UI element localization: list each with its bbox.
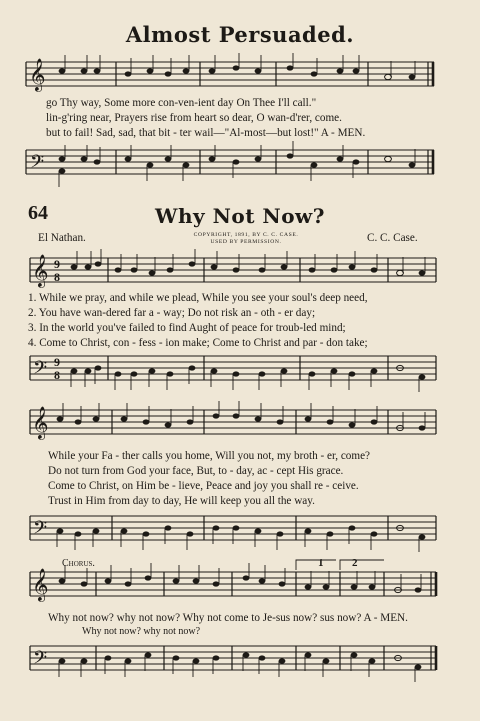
svg-text:𝄞: 𝄞: [32, 256, 49, 287]
verse-2-line-b: Do not turn from God your face, But, to - day, ac - cept His grace.: [48, 465, 344, 477]
svg-text:𝄞: 𝄞: [29, 60, 46, 91]
verse-4-line-a: 4. Come to Christ, con - fess - ion make; Come to Christ and par - don take;: [28, 337, 368, 349]
svg-text:8: 8: [54, 368, 60, 382]
svg-text:9: 9: [54, 355, 60, 369]
hymn-a-title: Almost Persuaded.: [125, 22, 355, 47]
hymn-b-bass-staff-2: [0, 506, 480, 556]
svg-text:𝄞: 𝄞: [32, 570, 49, 601]
svg-text:𝄞: 𝄞: [32, 408, 49, 439]
ending-1-mark: 1: [318, 557, 324, 569]
chorus-echo-line: Why not now? why not now?: [82, 626, 201, 637]
copyright-line-2: USED BY PERMISSION.: [210, 239, 282, 245]
hymn-b-treble-staff-2: [0, 400, 480, 448]
hymn-a-lyric-line-1: go Thy way, Some more con-ven-ient day On Thee I'll call.": [46, 97, 317, 109]
svg-text:𝄢: 𝄢: [33, 357, 48, 382]
hymn-b-bass-staff-1: [0, 346, 480, 396]
hymn-a-treble-staff: [0, 52, 480, 102]
composer-credit: C. C. Case.: [367, 232, 418, 244]
svg-text:𝄢: 𝄢: [33, 647, 48, 672]
copyright-line-1: COPYRIGHT, 1891, BY C. C. CASE.: [193, 232, 299, 238]
hymn-b-treble-staff-1: [0, 248, 480, 296]
verse-3-line-b: Come to Christ, on Him be - lieve, Peace and joy you shall re - ceive.: [48, 480, 359, 492]
author-credit: El Nathan.: [38, 232, 86, 244]
verse-1-line-a: 1. While we pray, and while we plead, While you see your soul's deep need,: [28, 292, 368, 304]
hymn-a-lyric-line-3: but to fail! Sad, sad, that bit - ter wail—"Al-most—but lost!" A - MEN.: [46, 127, 366, 139]
chorus-label: Chorus.: [62, 558, 95, 569]
chorus-treble-staff: [0, 562, 480, 610]
chorus-lyric-line: Why not now? why not now? Why not come to Je-sus now? sus now? A - MEN.: [48, 612, 408, 624]
chorus-bass-staff: [0, 634, 480, 686]
verse-1-line-b: While your Fa - ther calls you home, Will you not, my broth - er, come?: [48, 450, 371, 462]
svg-text:𝄢: 𝄢: [33, 517, 48, 542]
verse-4-line-b: Trust in Him from day to day, He will keep you all the way.: [48, 495, 315, 507]
ending-2-mark: 2: [352, 557, 358, 569]
hymn-a-lyric-line-2: lin-g'ring near, Prayers rise from heart so dear, O wan-d'rer, come.: [46, 112, 342, 124]
svg-text:9: 9: [54, 257, 60, 271]
hymn-b-title: Why Not Now?: [155, 204, 325, 228]
svg-text:8: 8: [54, 270, 60, 284]
svg-text:𝄢: 𝄢: [30, 151, 45, 176]
hymn-a-bass-staff: [0, 138, 480, 192]
verse-3-line-a: 3. In the world you've failed to find Aught of peace for troub-led mind;: [28, 322, 346, 334]
verse-2-line-a: 2. You have wan-dered far a - way; Do not risk an - oth - er day;: [28, 307, 316, 319]
hymn-number: 64: [28, 202, 48, 224]
